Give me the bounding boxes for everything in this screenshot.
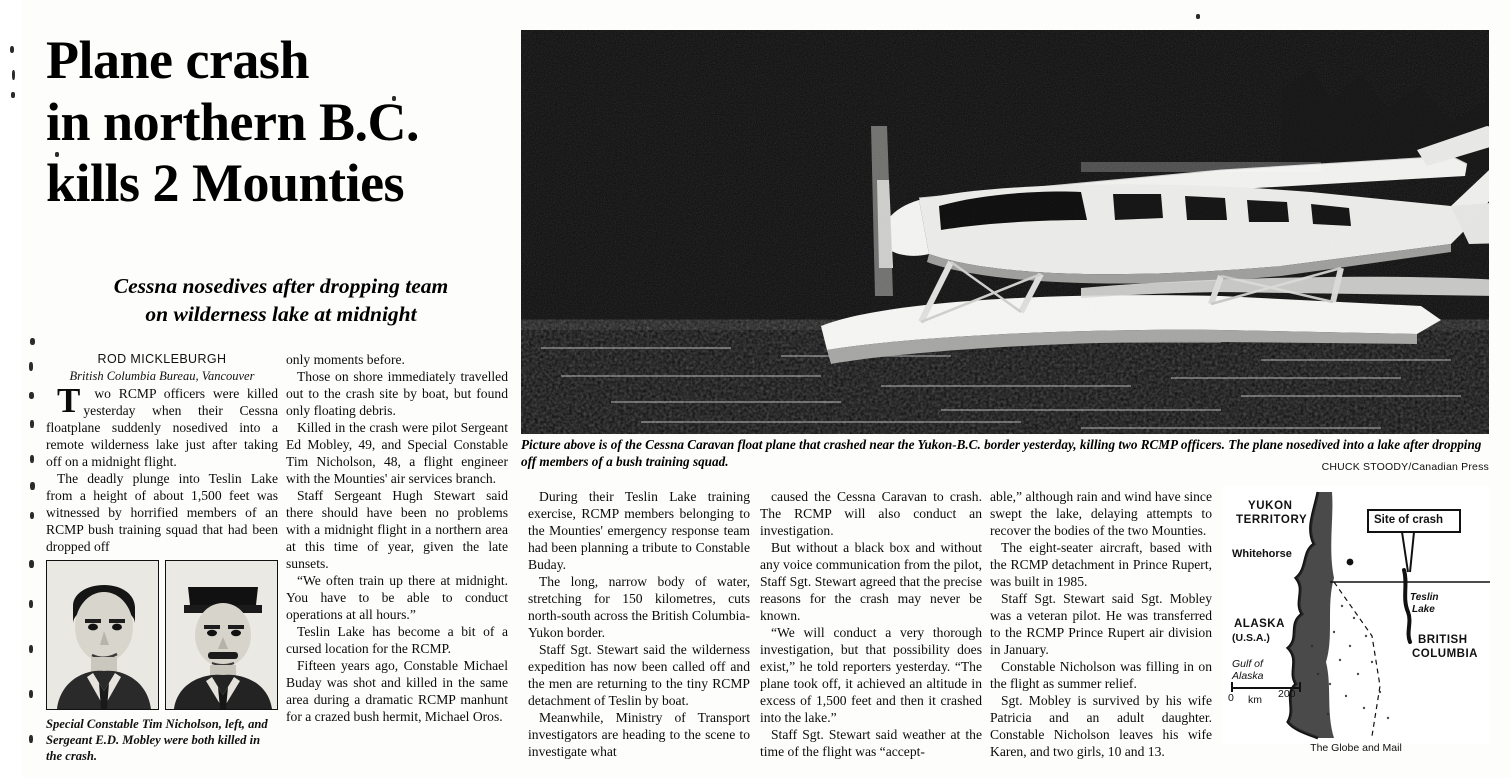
paragraph: During their Teslin Lake training exercise, RCMP members belonging to the Mounties' emergency response team had been planning a tribute to Constable Buday.	[528, 489, 750, 572]
article-column-5	[990, 489, 1212, 761]
headline-line-3: kills 2 Mounties	[46, 153, 405, 214]
article-column-1	[46, 381, 278, 556]
portrait-graphic-right	[166, 561, 278, 709]
map-label-columbia: COLUMBIA	[1412, 648, 1478, 660]
map-label-alaska: ALASKA	[1234, 618, 1285, 630]
map-label-teslin: Teslin	[1410, 592, 1439, 603]
map-scale-max: 200	[1278, 688, 1296, 700]
paragraph: Staff Sergeant Hugh Stewart said there should have been no problems with a midnight flight in a northern area at this time of year, given the late sunsets.	[286, 487, 508, 571]
paragraph: The deadly plunge into Teslin Lake from a height of about 1,500 feet was witnessed by horrified members of an RCMP bush training squad that had been dropped off	[46, 470, 278, 554]
scan-speck	[30, 482, 35, 490]
mugshot-nicholson	[46, 560, 159, 710]
map-scale-zero: 0	[1228, 692, 1234, 704]
paragraph: Meanwhile, Ministry of Transport investigators are heading to the scene to investigate what	[528, 709, 750, 759]
byline-author: ROD MICKLEBURGH	[97, 352, 227, 366]
deck-line-2: on wilderness lake at midnight	[145, 302, 417, 327]
paragraph: Fifteen years ago, Constable Michael Buday was shot and killed in the same area during a dramatic RCMP manhunt for a crazed bush hermit, Michael Oros.	[286, 657, 508, 724]
paragraph: Staff Sgt. Stewart said the wilderness expedition has now been called off and the men are returning to the tiny RCMP detachment of Teslin by boat.	[528, 641, 750, 708]
map-label-gulf-of: Gulf of	[1232, 658, 1263, 670]
byline-desk: British Columbia Bureau, Vancouver	[69, 368, 255, 383]
article-column-3	[528, 489, 750, 761]
paragraph: The eight-seater aircraft, based with the RCMP detachment in Prince Rupert, was built in 1985.	[990, 539, 1212, 589]
map-label-british: BRITISH	[1418, 634, 1468, 646]
subheadline	[46, 272, 516, 329]
scan-speck	[30, 512, 34, 519]
map-label-alaska-sub: (U.S.A.)	[1232, 632, 1270, 644]
map-label-site-of-crash: Site of crash	[1374, 514, 1444, 526]
scan-speck	[10, 46, 14, 53]
scan-speck	[11, 92, 15, 98]
scan-speck	[30, 338, 35, 345]
scan-speck	[12, 70, 15, 80]
mugshot-caption: Special Constable Tim Nicholson, left, and Sergeant E.D. Mobley were both killed in the crash.	[46, 717, 268, 764]
photo-caption: Picture above is of the Cessna Caravan float plane that crashed near the Yukon-B.C. border yesterday, killing two RCMP officers. The plane nosedived into a lake after dropping off members of a bush training squad.	[521, 437, 1482, 469]
byline	[46, 352, 278, 384]
map-scale-unit: km	[1248, 694, 1262, 706]
map-label-territory: TERRITORY	[1236, 514, 1308, 526]
paragraph	[46, 381, 278, 471]
scan-speck	[1196, 14, 1200, 19]
map-label-teslin-lake: Lake	[1412, 604, 1435, 615]
paragraph: But without a black box and without any voice communication from the pilot, Staff Sgt. Stewart agreed that the precise reasons for the crash may never be known.	[760, 539, 982, 623]
paragraph: Staff Sgt. Stewart said Sgt. Mobley was a veteran pilot. He was transferred to the RCMP Prince Rupert air division in January.	[990, 590, 1212, 657]
paragraph: Sgt. Mobley is survived by his wife Patricia and an adult daughter. Constable Nicholson leaves his wife Karen, and two girls, 10 and 13.	[990, 692, 1212, 759]
whitehorse-marker	[1347, 559, 1354, 566]
location-map	[1222, 486, 1490, 744]
portrait-graphic-left	[47, 561, 159, 709]
article-column-2	[286, 352, 508, 726]
map-label-alaska-gulf: Alaska	[1232, 670, 1264, 682]
plane-photograph	[521, 30, 1489, 434]
map-label-whitehorse: Whitehorse	[1232, 548, 1292, 560]
deck-line-1: Cessna nosedives after dropping team	[113, 274, 449, 298]
drop-cap: T	[57, 381, 81, 420]
headline-line-2: in northern B.C.	[46, 91, 420, 152]
mugshot-mobley	[165, 560, 278, 710]
scan-edge	[0, 0, 22, 778]
paragraph: caused the Cessna Caravan to crash. The RCMP will also conduct an investigation.	[760, 489, 982, 538]
paragraph-text: wo RCMP officers were killed yesterday when their Cessna floatplane suddenly nosedived into a remote wilderness lake just after taking off on a midnight flight.	[46, 386, 278, 469]
mugshot-pair	[46, 560, 278, 708]
paragraph: “We often train up there at midnight. You have to be able to conduct operations at all hours.”	[286, 572, 508, 622]
paragraph: “We will conduct a very thorough investigation, but that possibility does exist,” he told reporters yesterday. “The plane took off, it achieved an altitude in excess of 1,500 feet and then it crashed into the lake.”	[760, 624, 982, 725]
scan-speck	[29, 362, 33, 371]
paragraph: Teslin Lake has become a bit of a cursed location for the RCMP.	[286, 623, 508, 656]
scan-speck	[29, 560, 34, 568]
paragraph: Staff Sgt. Stewart said weather at the time of the flight was “accept-	[760, 726, 982, 759]
scan-speck	[29, 735, 33, 743]
page-title	[46, 30, 506, 215]
photo-credit: CHUCK STOODY/Canadian Press	[1321, 461, 1489, 473]
scan-speck	[30, 420, 34, 428]
scan-speck	[29, 645, 33, 653]
scan-speck	[29, 600, 33, 608]
scan-speck	[29, 690, 33, 698]
paragraph: Those on shore immediately travelled out to the crash site by boat, but found only floating debris.	[286, 368, 508, 418]
headline-line-1: Plane crash	[46, 30, 309, 90]
scan-speck	[29, 392, 34, 399]
scan-speck	[30, 455, 34, 463]
map-label-yukon: YUKON	[1248, 500, 1293, 512]
article-column-4	[760, 489, 982, 761]
paragraph: only moments before.	[286, 352, 405, 367]
map-credit: The Globe and Mail	[1310, 742, 1402, 754]
plane-photo-graphic	[521, 30, 1489, 434]
paragraph: able,” although rain and wind have since swept the lake, delaying attempts to recover the bodies of the two Mounties.	[990, 489, 1212, 538]
paragraph: The long, narrow body of water, stretching for 150 kilometres, cuts north-south across the British Columbia-Yukon border.	[528, 573, 751, 640]
paragraph: Constable Nicholson was filling in on the flight as summer relief.	[990, 658, 1212, 691]
paragraph: Killed in the crash were pilot Sergeant Ed Mobley, 49, and Special Constable Tim Nicholson, 48, a flight engineer with the Mounties' air services branch.	[286, 419, 508, 486]
